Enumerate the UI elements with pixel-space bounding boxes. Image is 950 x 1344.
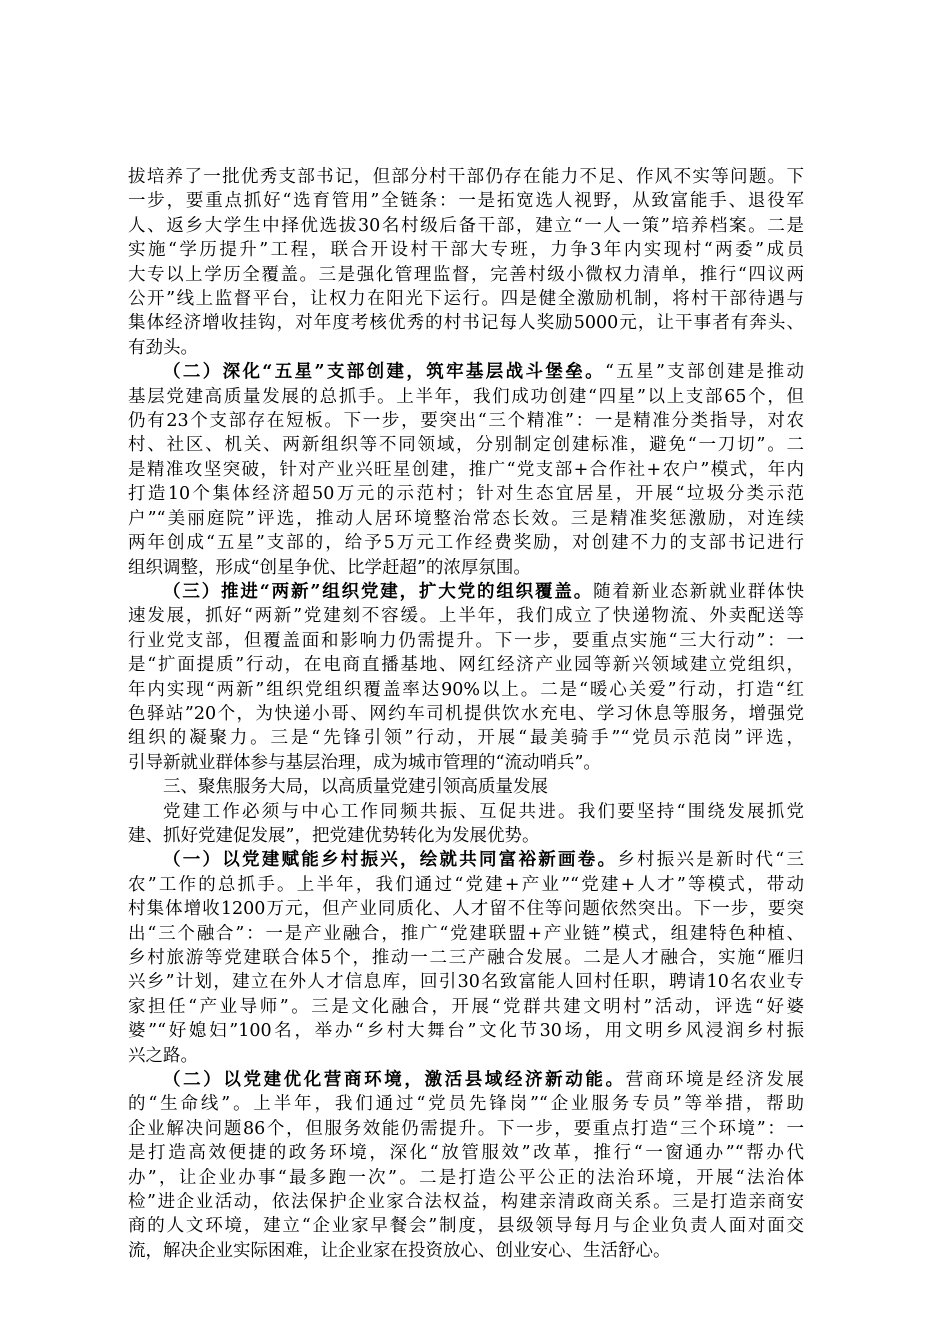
text-line: 的“生命线”。上半年，我们通过“党员先锋岗”“企业服务专员”等举措，帮助	[128, 1094, 804, 1115]
paragraph-two-new-organizations	[128, 580, 804, 775]
text-run: “五星”支部创建是推动	[604, 362, 804, 383]
text-line: 企业解决问题86个，但服务效能仍需提升。下一步，要重点打造“三个环境”：一	[128, 1118, 804, 1139]
paragraph-first-line	[128, 580, 804, 604]
text-line: 年内实现“两新”组织党组织覆盖率达90%以上。二是“暖心关爱”行动，打造“红	[128, 679, 804, 700]
text-line: 一步，要重点抓好“选育管用”全链条：一是拓宽选人视野，从致富能手、退役军	[128, 191, 804, 212]
text-line: 家担任“产业导师”。三是文化融合，开展“党群共建文明村”活动，评选“好婆	[128, 996, 804, 1017]
text-line: 拔培养了一批优秀支部书记，但部分村干部仍存在能力不足、作风不实等问题。下	[128, 167, 804, 187]
text-line: 是精准攻坚突破，针对产业兴旺星创建，推广“党支部+合作社+农户”模式，年内	[128, 459, 804, 480]
text-line: 乡村旅游等党建联合体5个，推动一二三产融合发展。二是人才融合，实施“雁归	[128, 948, 804, 968]
text-line: 基层党建高质量发展的总抓手。上半年，我们成功创建“四星”以上支部65个，但	[128, 386, 804, 407]
paragraph-rural-revitalization	[128, 848, 804, 1068]
text-line: 仍有23个支部存在短板。下一步，要突出“三个精准”：一是精准分类指导，对农	[128, 411, 804, 432]
subsection-heading: （一）以党建赋能乡村振兴，绘就共同富裕新画卷。	[163, 850, 618, 871]
text-line: 人、返乡大学生中择优选拔30名村级后备干部，建立“一人一策”培养档案。二是	[128, 215, 804, 236]
text-line: 建、抓好党建促发展”，把党建优势转化为发展优势。	[128, 825, 540, 846]
paragraph-cadre-training	[128, 165, 804, 360]
text-line: 打造10个集体经济超50万元的示范村；针对生态宜居星，开展“垃圾分类示范	[128, 484, 804, 505]
text-line: 组织调整，形成“创星争优、比学赶超”的浓厚氛围。	[128, 557, 531, 578]
text-line: 行业党支部，但覆盖面和影响力仍需提升。下一步，要重点实施“三大行动”：一	[128, 630, 804, 651]
section-heading-block	[128, 775, 804, 799]
text-line: 农”工作的总抓手。上半年，我们通过“党建+产业”“党建+人才”等模式，带动	[128, 874, 804, 895]
text-line: 两年创成“五星”支部的，给予5万元工作经费奖励，对创建不力的支部书记进行	[128, 533, 804, 554]
text-line: 是打造高效便捷的政务环境，深化“放管服效”改革，推行“一窗通办”“帮办代	[128, 1143, 804, 1164]
text-line: 色驿站”20个，为快递小哥、网约车司机提供饮水充电、学习休息等服务，增强党	[128, 703, 804, 724]
text-line: 集体经济增收挂钩，对年度考核优秀的村书记每人奖励5000元，让干事者有奔头、	[128, 313, 804, 334]
text-line: 流，解决企业实际困难，让企业家在投资放心、创业安心、生活舒心。	[128, 1240, 671, 1261]
text-run: 乡村振兴是新时代“三	[617, 850, 804, 871]
text-line: 是“扩面提质”行动，在电商直播基地、网红经济产业园等新兴领域建立党组织，	[128, 655, 804, 676]
paragraph-first-line	[128, 848, 804, 872]
text-line: 婆”“好媳妇”100名，举办“乡村大舞台”文化节30场，用文明乡风浸润乡村振	[128, 1021, 804, 1042]
text-line: 检”进企业活动，依法保护企业家合法权益，构建亲清政商关系。三是打造亲商安	[128, 1192, 804, 1213]
text-line: 公开”线上监督平台，让权力在阳光下运行。四是健全激励机制，将村干部待遇与	[128, 289, 804, 310]
subsection-heading: （二）深化“五星”支部创建，筑牢基层战斗堡垒。	[163, 362, 605, 383]
paragraph-business-environment	[128, 1068, 804, 1263]
subsection-heading: （三）推进“两新”组织党建，扩大党的组织覆盖。	[163, 581, 594, 602]
text-line: 出“三个融合”：一是产业融合，推广“党建联盟+产业链”模式，组建特色种植、	[128, 923, 804, 944]
text-line: 组织的凝聚力。三是“先锋引领”行动，开展“最美骑手”“党员示范岗”评选，	[128, 728, 804, 749]
paragraph-section-intro	[128, 800, 804, 849]
paragraph-first-line	[128, 1068, 804, 1092]
section-heading: 三、聚焦服务大局，以高质量党建引领高质量发展	[163, 777, 548, 798]
text-line: 村、社区、机关、两新组织等不同领域，分别制定创建标准，避免“一刀切”。二	[128, 435, 804, 456]
text-line: 实施“学历提升”工程，联合开设村干部大专班，力争3年内实现村“两委”成员	[128, 240, 804, 261]
document-body	[128, 165, 804, 1263]
paragraph-first-line	[128, 360, 804, 384]
text-line: 商的人文环境，建立“企业家早餐会”制度，县级领导每月与企业负责人面对面交	[128, 1216, 804, 1237]
text-line: 有劲头。	[128, 337, 198, 358]
text-line: 兴之路。	[128, 1045, 198, 1066]
text-run: 营商环境是经济发展	[625, 1070, 804, 1091]
text-line: 办”，让企业办事“最多跑一次”。二是打造公平公正的法治环境，开展“法治体	[128, 1167, 804, 1188]
text-line: 大专以上学历全覆盖。三是强化管理监督，完善村级小微权力清单，推行“四议两	[128, 264, 804, 285]
text-line: 村集体增收1200万元，但产业同质化、人才留不住等问题依然突出。下一步，要突	[128, 899, 804, 920]
paragraph-first-line: 党建工作必须与中心工作同频共振、互促共进。我们要坚持“围绕发展抓党	[163, 801, 804, 822]
text-line: 速发展，抓好“两新”党建刻不容缓。上半年，我们成立了快递物流、外卖配送等	[128, 606, 804, 627]
text-run: 随着新业态新就业群体快	[593, 581, 804, 602]
text-line: 引导新就业群体参与基层治理，成为城市管理的“流动哨兵”。	[128, 752, 601, 773]
paragraph-five-star-branch	[128, 360, 804, 580]
text-line: 兴乡”计划，建立在外人才信息库，回引30名致富能人回村任职，聘请10名农业专	[128, 972, 804, 993]
text-line: 户”“美丽庭院”评选，推动人居环境整治常态长效。三是精准奖惩激励，对连续	[128, 508, 804, 529]
subsection-heading: （二）以党建优化营商环境，激活县域经济新动能。	[163, 1070, 626, 1091]
